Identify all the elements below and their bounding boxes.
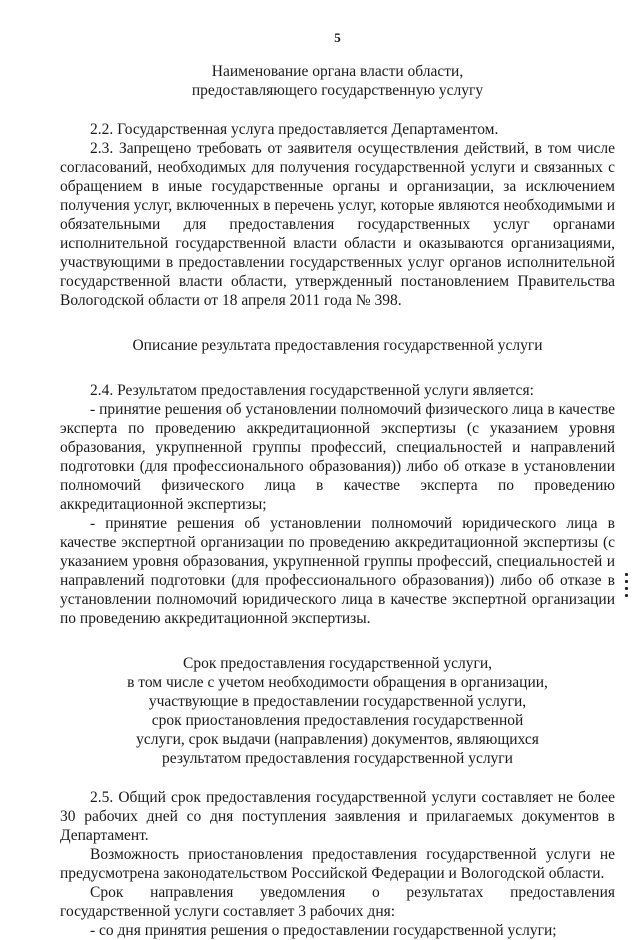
section-heading-line: Срок предоставления государственной услуги, — [182, 655, 493, 672]
section-heading-line: Описание результата предоставления государственной услуги — [132, 337, 543, 354]
paragraph: Срок направления уведомления о результатах предоставления государственной услуги составляет 3 рабочих дня: — [60, 884, 615, 920]
paragraph: 2.2. Государственная услуга предоставляется Департаментом. — [90, 121, 499, 138]
section-heading-line: срок приостановления предоставления государственной — [151, 712, 524, 729]
paragraph: 2.3. Запрещено требовать от заявителя осуществления действий, в том числе согласований, необходимых для получения государственной услуги и связанных с обращением в иные государственные органы и организации, за исключением получения услуг, включенных в перечень услуг, которые являются необходимыми и обязательными для предоставления государственных услуг органами исполнительной государственной власти области и оказываются организациями, участвующими в предоставлении государственных услуг органов исполнительной государственной власти области, утвержденный постановлением Правительства Вологодской области от 18 апреля 2011 года № 398. — [60, 140, 615, 309]
paragraph: - принятие решения об установлении полномочий физического лица в качестве эксперта по проведению аккредитационной экспертизы (с указанием уровня образования, укрупненной группы профессий, специальностей и направлений подготовки (для профессионального образования)) либо об отказе в установлении полномочий физического лица в качестве эксперта по проведению аккредитационной экспертизы; — [60, 401, 615, 513]
section-heading-line: услуги, срок выдачи (направления) документов, являющихся — [136, 731, 539, 748]
section-heading-line: результатом предоставления государственной услуги — [162, 750, 513, 767]
section-authority — [60, 62, 615, 310]
section-heading-line: в том числе с учетом необходимости обращения в организации, — [127, 674, 548, 691]
document-page — [60, 30, 615, 940]
scan-artifact — [625, 573, 629, 603]
section-heading-line: предоставляющего государственную услугу — [191, 82, 484, 99]
paragraph: 2.5. Общий срок предоставления государственной услуги составляет не более 30 рабочих дней со дня поступления заявления и прилагаемых документов в Департамент. — [60, 789, 615, 844]
paragraph: - принятие решения об установлении полномочий юридического лица в качестве экспертной организации по проведению аккредитационной экспертизы (с указанием уровня образования, укрупненной группы профессий, специальностей и направлений подготовки (для профессионального образования)) либо об отказе в установлении полномочий юридического лица в качестве экспертной организации по проведению аккредитационной экспертизы. — [60, 515, 615, 627]
page-number: 5 — [334, 30, 341, 45]
section-heading-line: участвующие в предоставлении государственной услуги, — [148, 693, 527, 710]
section-term — [60, 654, 615, 940]
paragraph: Возможность приостановления предоставления государственной услуги не предусмотрена законодательством Российской Федерации и Вологодской области. — [60, 846, 615, 882]
section-heading-line: Наименование органа власти области, — [211, 63, 464, 80]
section-result — [60, 336, 615, 628]
paragraph: 2.4. Результатом предоставления государственной услуги является: — [90, 382, 534, 399]
paragraph: - со дня принятия решения о предоставлении государственной услуги; — [90, 922, 557, 939]
